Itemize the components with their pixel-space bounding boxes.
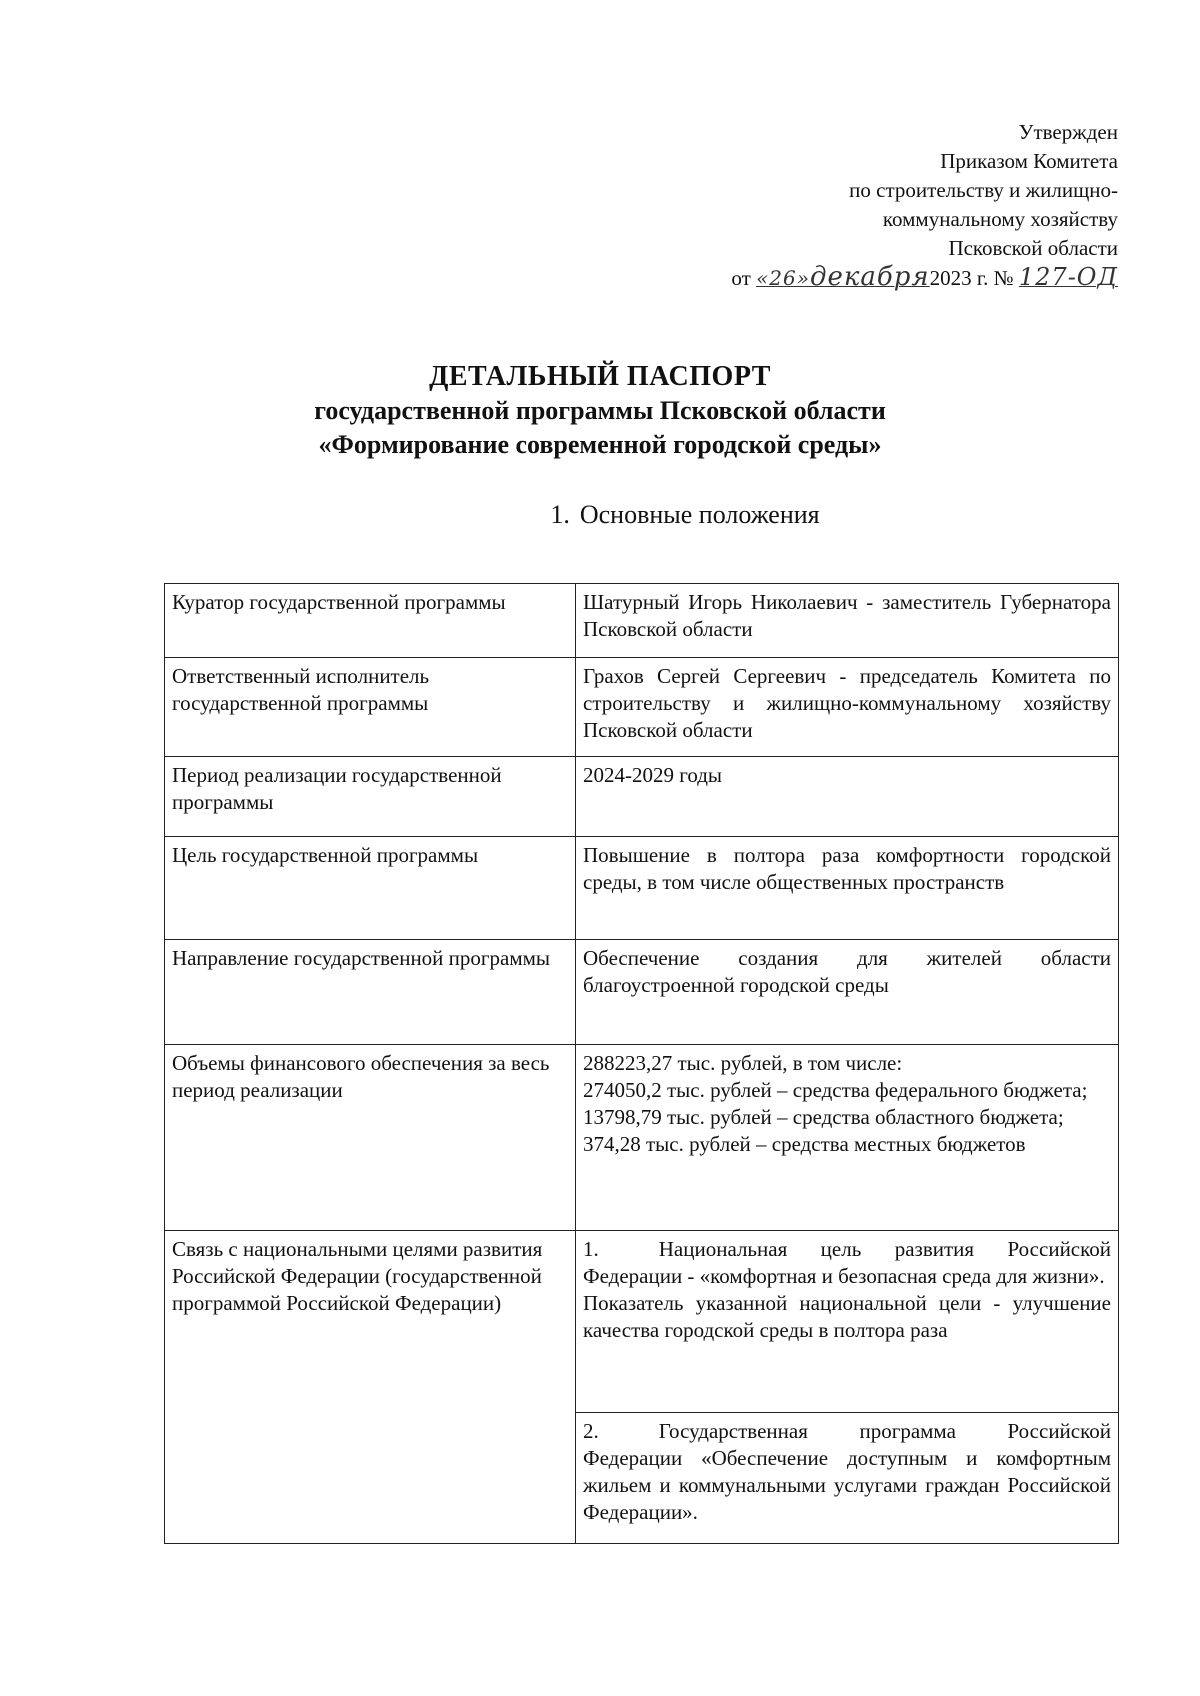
table-row [165, 1045, 1119, 1231]
financing-values [576, 1045, 1119, 1231]
section-number: 1. [550, 500, 570, 529]
approval-line-2: Приказом Комитета [940, 149, 1118, 173]
row-label: Объемы финансового обеспечения за весь период реализации [165, 1045, 576, 1231]
national-goal-indicator: Показатель указанной национальной цели - улучшение качества городской среды в полтора раза [583, 1291, 1111, 1342]
title-main: ДЕТАЛЬНЫЙ ПАСПОРТ [429, 361, 771, 392]
row-label: Ответственный исполнитель государственной программы [165, 658, 576, 757]
row-label: Период реализации государственной программы [165, 757, 576, 837]
handwritten-order-number: 127-ОД [1018, 263, 1118, 291]
row-label: Направление государственной программы [165, 940, 576, 1045]
approval-line-4: коммунальному хозяйству [882, 207, 1118, 231]
row-label: Связь с национальными целями развития Российской Федерации (государственной программой Российской Федерации) [165, 1231, 576, 1544]
table-row [165, 658, 1119, 757]
row-value: Обеспечение создания для жителей области благоустроенной городской среды [576, 940, 1119, 1045]
table-row [165, 837, 1119, 940]
financing-federal: 274050,2 тыс. рублей – средства федерального бюджета; [583, 1078, 1088, 1102]
financing-total: 288223,27 тыс. рублей, в том числе: [583, 1051, 903, 1075]
row-label: Куратор государственной программы [165, 584, 576, 658]
item-text: Государственная программа Российской Федерации «Обеспечение доступным и комфортным жильем и коммунальными услугами граждан Российской Федерации». [583, 1419, 1111, 1524]
approval-line-5: Псковской области [948, 236, 1118, 260]
title-program-name: «Формирование современной городской среды» [318, 430, 882, 459]
table-row [165, 584, 1119, 658]
handwritten-day: «26» [756, 266, 810, 290]
table-row [165, 757, 1119, 837]
state-program-text [583, 1418, 1111, 1526]
approval-line-1: Утвержден [1018, 120, 1118, 144]
row-value: Повышение в полтора раза комфортности городской среды, в том числе общественных пространств [576, 837, 1119, 940]
financing-local: 374,28 тыс. рублей – средства местных бюджетов [583, 1132, 1026, 1156]
row-value: Грахов Сергей Сергеевич - председатель Комитета по строительству и жилищно-коммунальному хозяйству Псковской области [576, 658, 1119, 757]
financing-regional: 13798,79 тыс. рублей – средства областного бюджета; [583, 1105, 1064, 1129]
date-year: 2023 г. № [929, 266, 1014, 290]
national-goal-item [576, 1231, 1119, 1413]
title-program: государственной программы Псковской области [314, 396, 886, 425]
section-heading [0, 500, 1200, 530]
approval-date-line [731, 263, 1118, 293]
approval-line-3: по строительству и жилищно- [849, 178, 1118, 202]
row-label: Цель государственной программы [165, 837, 576, 940]
date-prefix: от [731, 266, 751, 290]
row-value: 2024-2029 годы [576, 757, 1119, 837]
state-program-item [576, 1413, 1119, 1544]
row-value: Шатурный Игорь Николаевич - заместитель Губернатора Псковской области [576, 584, 1119, 658]
item-number: 1. [583, 1237, 599, 1261]
handwritten-month: декабря [809, 262, 930, 292]
national-goal-text [583, 1236, 1111, 1290]
section-title: Основные положения [579, 500, 820, 529]
table-row [165, 940, 1119, 1045]
approval-block [731, 118, 1118, 293]
table-row [165, 1231, 1119, 1413]
passport-table [164, 583, 1119, 1544]
item-text: Национальная цель развития Российской Федерации - «комфортная и безопасная среда для жизни». [583, 1237, 1111, 1288]
item-number: 2. [583, 1419, 599, 1443]
document-title [0, 360, 1200, 462]
